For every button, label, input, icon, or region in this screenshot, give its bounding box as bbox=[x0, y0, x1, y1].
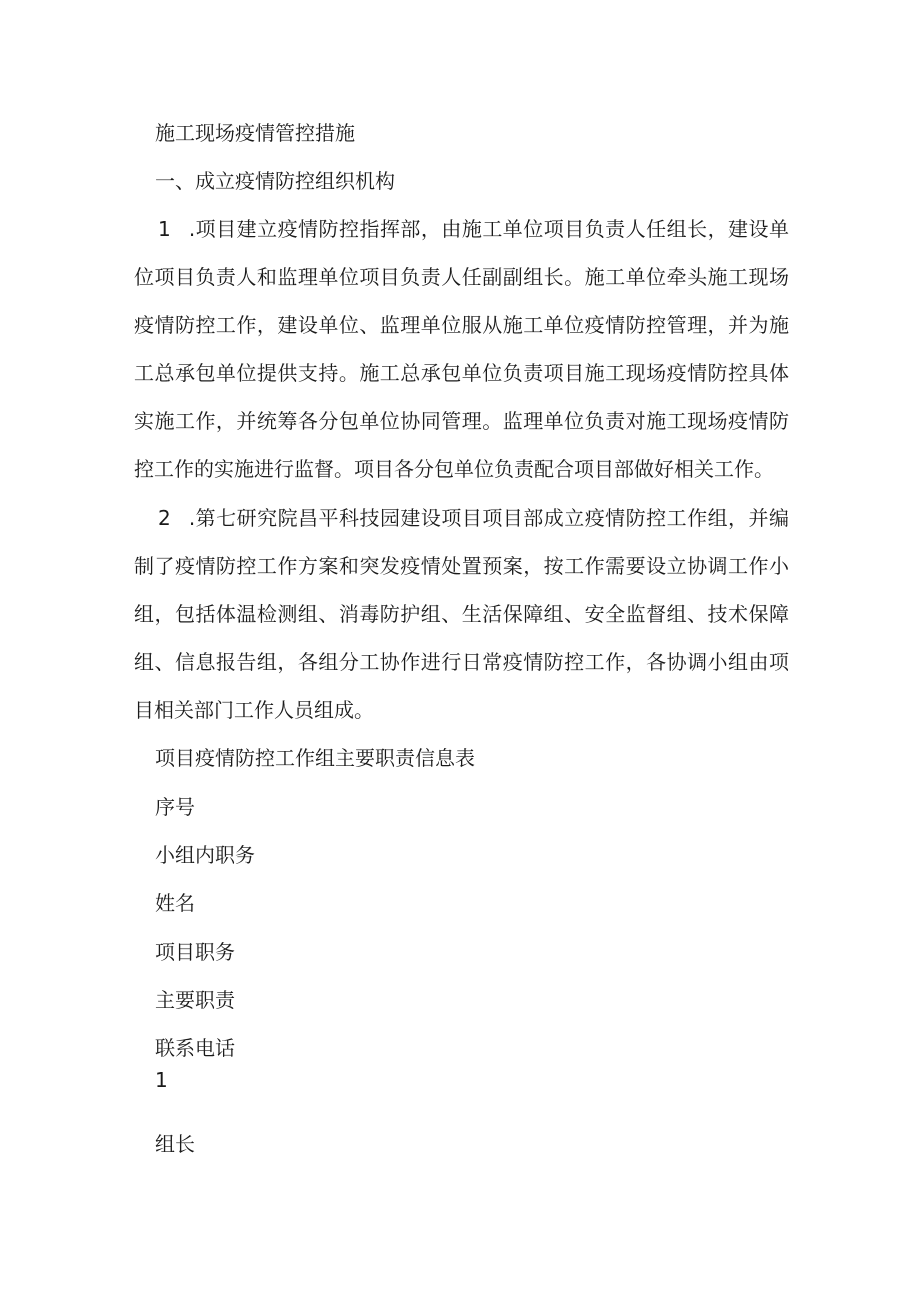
table-header-group-role: 小组内职务 bbox=[155, 843, 255, 867]
table-header-duties: 主要职责 bbox=[155, 988, 235, 1012]
table-title: 项目疫情防控工作组主要职责信息表 bbox=[155, 746, 475, 770]
paragraph-2-text: .第七研究院昌平科技园建设项目项目部成立疫情防控工作组，并编制了疫情防控工作方案和突发疫情处置预案，按工作需要设立协调工作小组，包括体温检测组、消毒防护组、生活保障组、安全监督组、技术保障组、信息报告组，各组分工协作进行日常疫情防控工作，各协调小组由项目相关部门工作人员组成。 bbox=[134, 506, 789, 722]
table-header-name: 姓名 bbox=[155, 891, 195, 915]
table-header-index: 序号 bbox=[155, 795, 195, 819]
table-header-phone: 联系电话 bbox=[155, 1036, 235, 1060]
table-cell-role: 组长 bbox=[155, 1132, 195, 1156]
table-header-project-role: 项目职务 bbox=[155, 940, 235, 964]
document-title: 施工现场疫情管控措施 bbox=[155, 121, 355, 145]
paragraph-2-number: 2 bbox=[158, 506, 171, 530]
paragraph-2 bbox=[134, 494, 789, 734]
paragraph-1 bbox=[134, 205, 789, 493]
section-heading: 一、成立疫情防控组织机构 bbox=[155, 169, 395, 193]
paragraph-1-text: .项目建立疫情防控指挥部，由施工单位项目负责人任组长，建设单位项目负责人和监理单位项目负责人任副副组长。施工单位牵头施工现场疫情防控工作，建设单位、监理单位服从施工单位疫情防控管理，并为施工总承包单位提供支持。施工总承包单位负责项目施工现场疫情防控具体实施工作，并统筹各分包单位协同管理。监理单位负责对施工现场疫情防控工作的实施进行监督。项目各分包单位负责配合项目部做好相关工作。 bbox=[134, 217, 789, 481]
paragraph-1-number: 1 bbox=[158, 217, 171, 241]
table-cell-index: 1 bbox=[155, 1068, 168, 1092]
